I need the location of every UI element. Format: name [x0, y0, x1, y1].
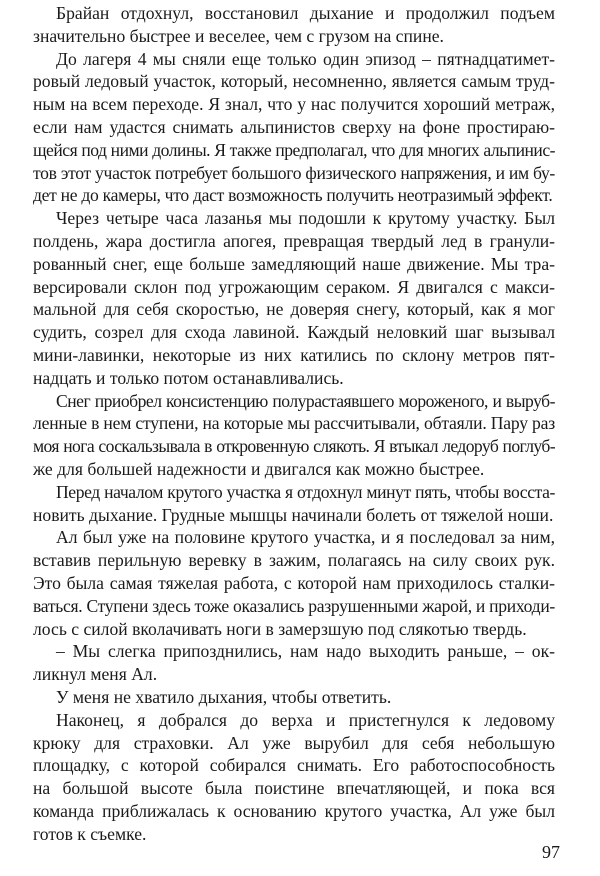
text-line: Брайан отдохнул, восстановил дыхание и продолжил подъем — [56, 3, 555, 23]
text-line: Наконец, я добрался до верха и пристегнулся к ледовому — [56, 709, 555, 730]
text-line: надцать и только потом останавливались. — [33, 367, 344, 388]
page-body-text — [33, 2, 555, 845]
text-line: на большой высоте была поистине впечатляющей, и пока вся — [33, 778, 555, 799]
text-line: версировали склон под угрожающим сераком. Я двигался с макси- — [33, 276, 555, 297]
text-line: новить дыхание. Грудные мышцы начинали болеть от тяжелой ноши. — [33, 504, 554, 525]
text-line: готов к съемке. — [33, 823, 147, 844]
text-line: моя нога соскальзывала в откровенную слякоть. Я втыкал ледоруб поглуб- — [33, 436, 555, 457]
text-line: площадку, с которой собирался снимать. Его работоспособность — [33, 755, 555, 776]
text-line: Ал был уже на половине крутого участка, и я последовал за ним, — [56, 527, 555, 548]
text-line: рованный снег, еще больше замедляющий наше движение. Мы тра- — [33, 253, 555, 274]
text-line: ным на всем переходе. Я знал, что у нас получится хороший метраж, — [33, 94, 555, 115]
text-line: – Мы слегка припозднились, нам надо выходить раньше, – ок- — [56, 641, 555, 662]
text-line: лось с силой вколачивать ноги в замерзшую под слякотью твердь. — [33, 618, 527, 639]
text-line: полдень, жара достигла апогея, превращая твердый лед в гранули- — [33, 230, 555, 251]
text-line: значительно быстрее и веселее, чем с грузом на спине. — [33, 25, 444, 46]
text-line: мини-лавинки, некоторые из них катились по склону метров пят- — [33, 344, 555, 365]
text-line: щейся под ними долины. Я также предполагал, что для многих альпинис- — [33, 139, 555, 160]
text-line: ликнул меня Ал. — [33, 664, 158, 685]
text-line: ваться. Ступени здесь тоже оказались разрушенными жарой, и приходи- — [33, 595, 555, 616]
text-line: крюку для страховки. Ал уже вырубил для себя небольшую — [33, 732, 555, 753]
text-line: ровый ледовый участок, который, несомненно, является самым труд- — [33, 71, 555, 92]
text-line: же для большей надежности и двигался как можно быстрее. — [33, 458, 485, 479]
text-line: вставив перильную веревку в зажим, полагаясь на силу своих рук. — [33, 550, 555, 571]
text-line: команда приближалась к основанию крутого участка, Ал уже был — [33, 800, 555, 821]
text-line: тов этот участок потребует большого физического напряжения, и им бу- — [33, 162, 555, 183]
page-number: 97 — [542, 842, 560, 862]
text-line: дет не до камеры, что даст возможность получить неотразимый эффект. — [33, 185, 553, 206]
text-line: судить, созрел для схода лавиной. Каждый неловкий шаг вызывал — [33, 322, 555, 343]
text-line: мальной для себя скоростью, не доверяя снегу, который, как я мог — [33, 299, 555, 320]
text-line: До лагеря 4 мы сняли еще только один эпизод – пятнадцатимет- — [56, 48, 555, 69]
text-line: ленные в нем ступени, на которые мы рассчитывали, обтаяли. Пару раз — [33, 413, 555, 434]
text-line: Через четыре часа лазанья мы подошли к крутому участку. Был — [56, 208, 555, 229]
text-line: Снег приобрел консистенцию полурастаявшего мороженого, и выруб- — [56, 390, 555, 411]
text-line: У меня не хватило дыхания, чтобы ответить. — [56, 686, 392, 707]
text-line: если нам удастся снимать альпинистов сверху на фоне простираю- — [33, 116, 555, 137]
text-line: Перед началом крутого участка я отдохнул минут пять, чтобы восста- — [56, 481, 555, 502]
text-line: Это была самая тяжелая работа, с которой нам приходилось сталки- — [33, 572, 555, 593]
